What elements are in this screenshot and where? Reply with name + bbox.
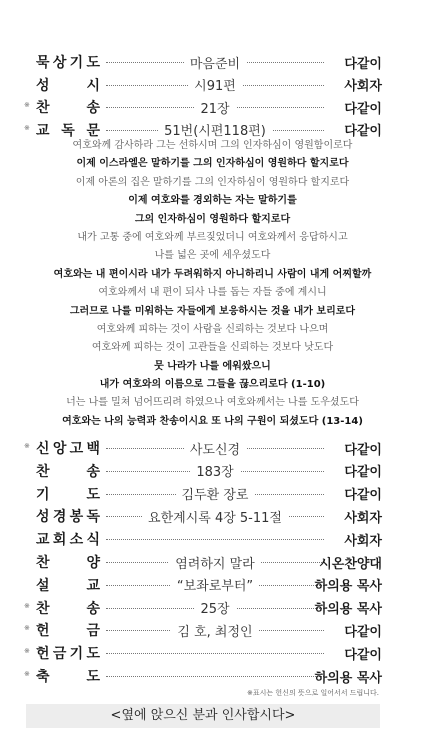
reading-line: 너는 나를 밀쳐 넘어뜨리려 하였으나 여호와께서는 나를 도우셨도다 — [66, 397, 359, 409]
order-row — [24, 52, 382, 72]
order-content-text: 염려하지 말라 — [169, 553, 260, 572]
stand-mark: ※ — [24, 123, 30, 132]
order-row — [24, 506, 382, 526]
label-char: 문 — [86, 122, 100, 139]
order-content — [106, 575, 324, 595]
label-char: 기 — [69, 646, 84, 663]
label-char: 묵 — [36, 55, 50, 71]
order-content-text: 김 호, 최정인 — [171, 621, 258, 640]
stand-mark: ※ — [24, 647, 30, 656]
stand-mark: ※ — [24, 601, 30, 610]
order-role: 다같이 — [344, 624, 382, 640]
reading-line: 그러므로 나를 미워하는 자들에게 보응하시는 것을 내가 보리로다 — [69, 305, 356, 317]
label-char: 헌 — [36, 646, 50, 663]
order-content-text: 51번(시편118편) — [158, 120, 272, 139]
order-label — [36, 484, 100, 504]
label-char: 앙 — [52, 441, 67, 457]
label-char: 금 — [86, 623, 100, 640]
order-row — [24, 575, 382, 595]
label-char: 신 — [36, 441, 50, 457]
order-content — [106, 666, 324, 686]
label-char: 찬 — [36, 600, 50, 617]
order-content-text: 사도신경 — [184, 439, 246, 458]
stand-mark: ※ — [24, 101, 30, 109]
label-char: 독 — [86, 509, 100, 526]
label-char: 도 — [86, 646, 100, 663]
label-char: 설 — [36, 577, 50, 594]
order-row — [24, 643, 382, 663]
label-char: 송 — [86, 100, 100, 116]
label-char: 찬 — [36, 463, 50, 480]
reading-line: 여호와께 피하는 것이 사람을 신뢰하는 것보다 나으며 — [96, 323, 329, 335]
order-content — [106, 620, 324, 640]
reading-line: 이제 여호와를 경외하는 자는 말하기를 — [128, 195, 297, 207]
label-char: 독 — [61, 122, 75, 139]
label-char: 시 — [86, 77, 100, 94]
label-char: 찬 — [36, 555, 50, 571]
order-content — [106, 97, 324, 117]
stand-mark: ※ — [24, 624, 30, 633]
order-role: 하의용 목사 — [314, 670, 382, 686]
order-content — [106, 52, 324, 72]
order-content — [106, 643, 324, 663]
reading-line: 나를 넓은 곳에 세우셨도다 — [154, 250, 271, 262]
label-char: 상 — [52, 55, 67, 71]
label-char: 양 — [86, 555, 100, 571]
order-row — [24, 75, 382, 95]
standing-footnote: ※표시는 헌신의 뜻으로 일어서서 드립니다. — [247, 689, 379, 697]
reading-line: 이제 이스라엘은 말하기를 그의 인자하심이 영원하다 할지로다 — [76, 158, 349, 170]
order-content-text: “보좌로부터” — [171, 575, 259, 594]
order-row — [24, 97, 382, 117]
order-content — [106, 552, 324, 572]
label-char: 도 — [86, 486, 100, 503]
label-char: 교 — [36, 122, 50, 139]
label-char: 고 — [69, 441, 84, 457]
label-char: 경 — [52, 509, 67, 526]
order-role: 하의용 목사 — [314, 602, 382, 618]
label-char: 백 — [86, 441, 100, 457]
label-char: 찬 — [36, 100, 50, 116]
responsive-reading — [0, 137, 425, 431]
reading-line: 여호와는 내 편이시라 내가 두려워하지 아니하리니 사람이 내게 어찌할까 — [53, 268, 372, 280]
reading-line: 그의 인자하심이 영원하다 할지로다 — [134, 213, 291, 225]
order-role: 다같이 — [344, 488, 382, 504]
order-role: 하의용 목사 — [314, 579, 382, 595]
label-char: 회 — [52, 532, 67, 549]
order-role: 다같이 — [344, 442, 382, 458]
reading-line: 뭇 나라가 나를 에워쌌으니 — [154, 360, 271, 372]
label-char: 도 — [86, 55, 100, 71]
label-char: 기 — [69, 55, 84, 71]
label-char: 금 — [52, 646, 67, 663]
order-role: 다같이 — [344, 124, 382, 139]
order-content-text: 요한계시록 4장 5-11절 — [142, 507, 288, 526]
reading-line: 여호와께서 내 편이 되사 나를 돕는 자들 중에 계시니 — [98, 287, 327, 299]
order-role: 시온찬양대 — [319, 556, 382, 572]
reading-line: 내가 여호와의 이름으로 그들을 끊으리로다 (1-10) — [99, 379, 326, 391]
order-label — [36, 620, 100, 640]
order-row — [24, 461, 382, 481]
order-role: 사회자 — [344, 79, 382, 94]
order-content — [106, 506, 324, 526]
order-content-text: 25장 — [194, 598, 235, 617]
order-content — [106, 598, 324, 618]
label-char: 송 — [86, 463, 100, 480]
order-content-text: 시91편 — [188, 75, 242, 94]
order-label — [36, 438, 100, 458]
label-char: 식 — [86, 532, 100, 549]
order-label — [36, 552, 100, 572]
label-char: 축 — [36, 669, 50, 685]
label-char: 교 — [36, 532, 50, 549]
reading-line: 내가 고통 중에 여호와께 부르짖었더니 여호와께서 응답하시고 — [77, 231, 348, 243]
stand-mark: ※ — [24, 670, 30, 678]
order-label — [36, 575, 100, 595]
order-role: 다같이 — [344, 101, 382, 117]
order-row — [24, 620, 382, 640]
order-content-text: 김두환 장로 — [176, 484, 255, 503]
order-row — [24, 552, 382, 572]
order-label — [36, 506, 100, 526]
order-row — [24, 529, 382, 549]
reading-line: 여호와는 나의 능력과 찬송이시요 또 나의 구원이 되셨도다 (13-14) — [62, 415, 363, 427]
order-content-text: 마음준비 — [184, 53, 246, 72]
order-label — [36, 666, 100, 686]
order-content — [106, 529, 324, 549]
order-content-text: 21장 — [194, 98, 235, 117]
order-label — [36, 97, 100, 117]
label-char: 성 — [36, 509, 50, 526]
reading-line: 이제 아론의 집은 말하기를 그의 인자하심이 영원하다 할지로다 — [75, 176, 350, 188]
order-label — [36, 643, 100, 663]
order-label — [36, 75, 100, 95]
order-row — [24, 484, 382, 504]
order-role: 다같이 — [344, 465, 382, 481]
order-role: 다같이 — [344, 56, 382, 72]
label-char: 소 — [69, 532, 84, 549]
order-label — [36, 529, 100, 549]
order-role: 다같이 — [344, 647, 382, 663]
order-content — [106, 484, 324, 504]
label-char: 봉 — [69, 509, 84, 526]
order-row — [24, 666, 382, 686]
reading-line: 여호와께 감사하라 그는 선하시며 그의 인자하심이 영원함이로다 — [72, 140, 353, 151]
stand-mark: ※ — [24, 442, 30, 450]
greeting-banner: <옆에 앉으신 분과 인사합시다> — [26, 704, 380, 728]
order-content — [106, 438, 324, 458]
order-role: 사회자 — [344, 510, 382, 526]
label-char: 기 — [36, 486, 50, 503]
reading-line: 여호와께 피하는 것이 고관들을 신뢰하는 것보다 낫도다 — [91, 342, 334, 354]
order-content-text: 183장 — [190, 461, 239, 480]
label-char: 헌 — [36, 623, 50, 640]
order-role: 사회자 — [344, 533, 382, 549]
label-char: 도 — [86, 669, 100, 685]
label-char: 교 — [86, 577, 100, 594]
order-row — [24, 438, 382, 458]
order-label — [36, 598, 100, 618]
order-label — [36, 52, 100, 72]
order-content — [106, 461, 324, 481]
label-char: 성 — [36, 77, 50, 94]
order-row — [24, 598, 382, 618]
order-content — [106, 75, 324, 95]
label-char: 송 — [86, 600, 100, 617]
order-label — [36, 461, 100, 481]
